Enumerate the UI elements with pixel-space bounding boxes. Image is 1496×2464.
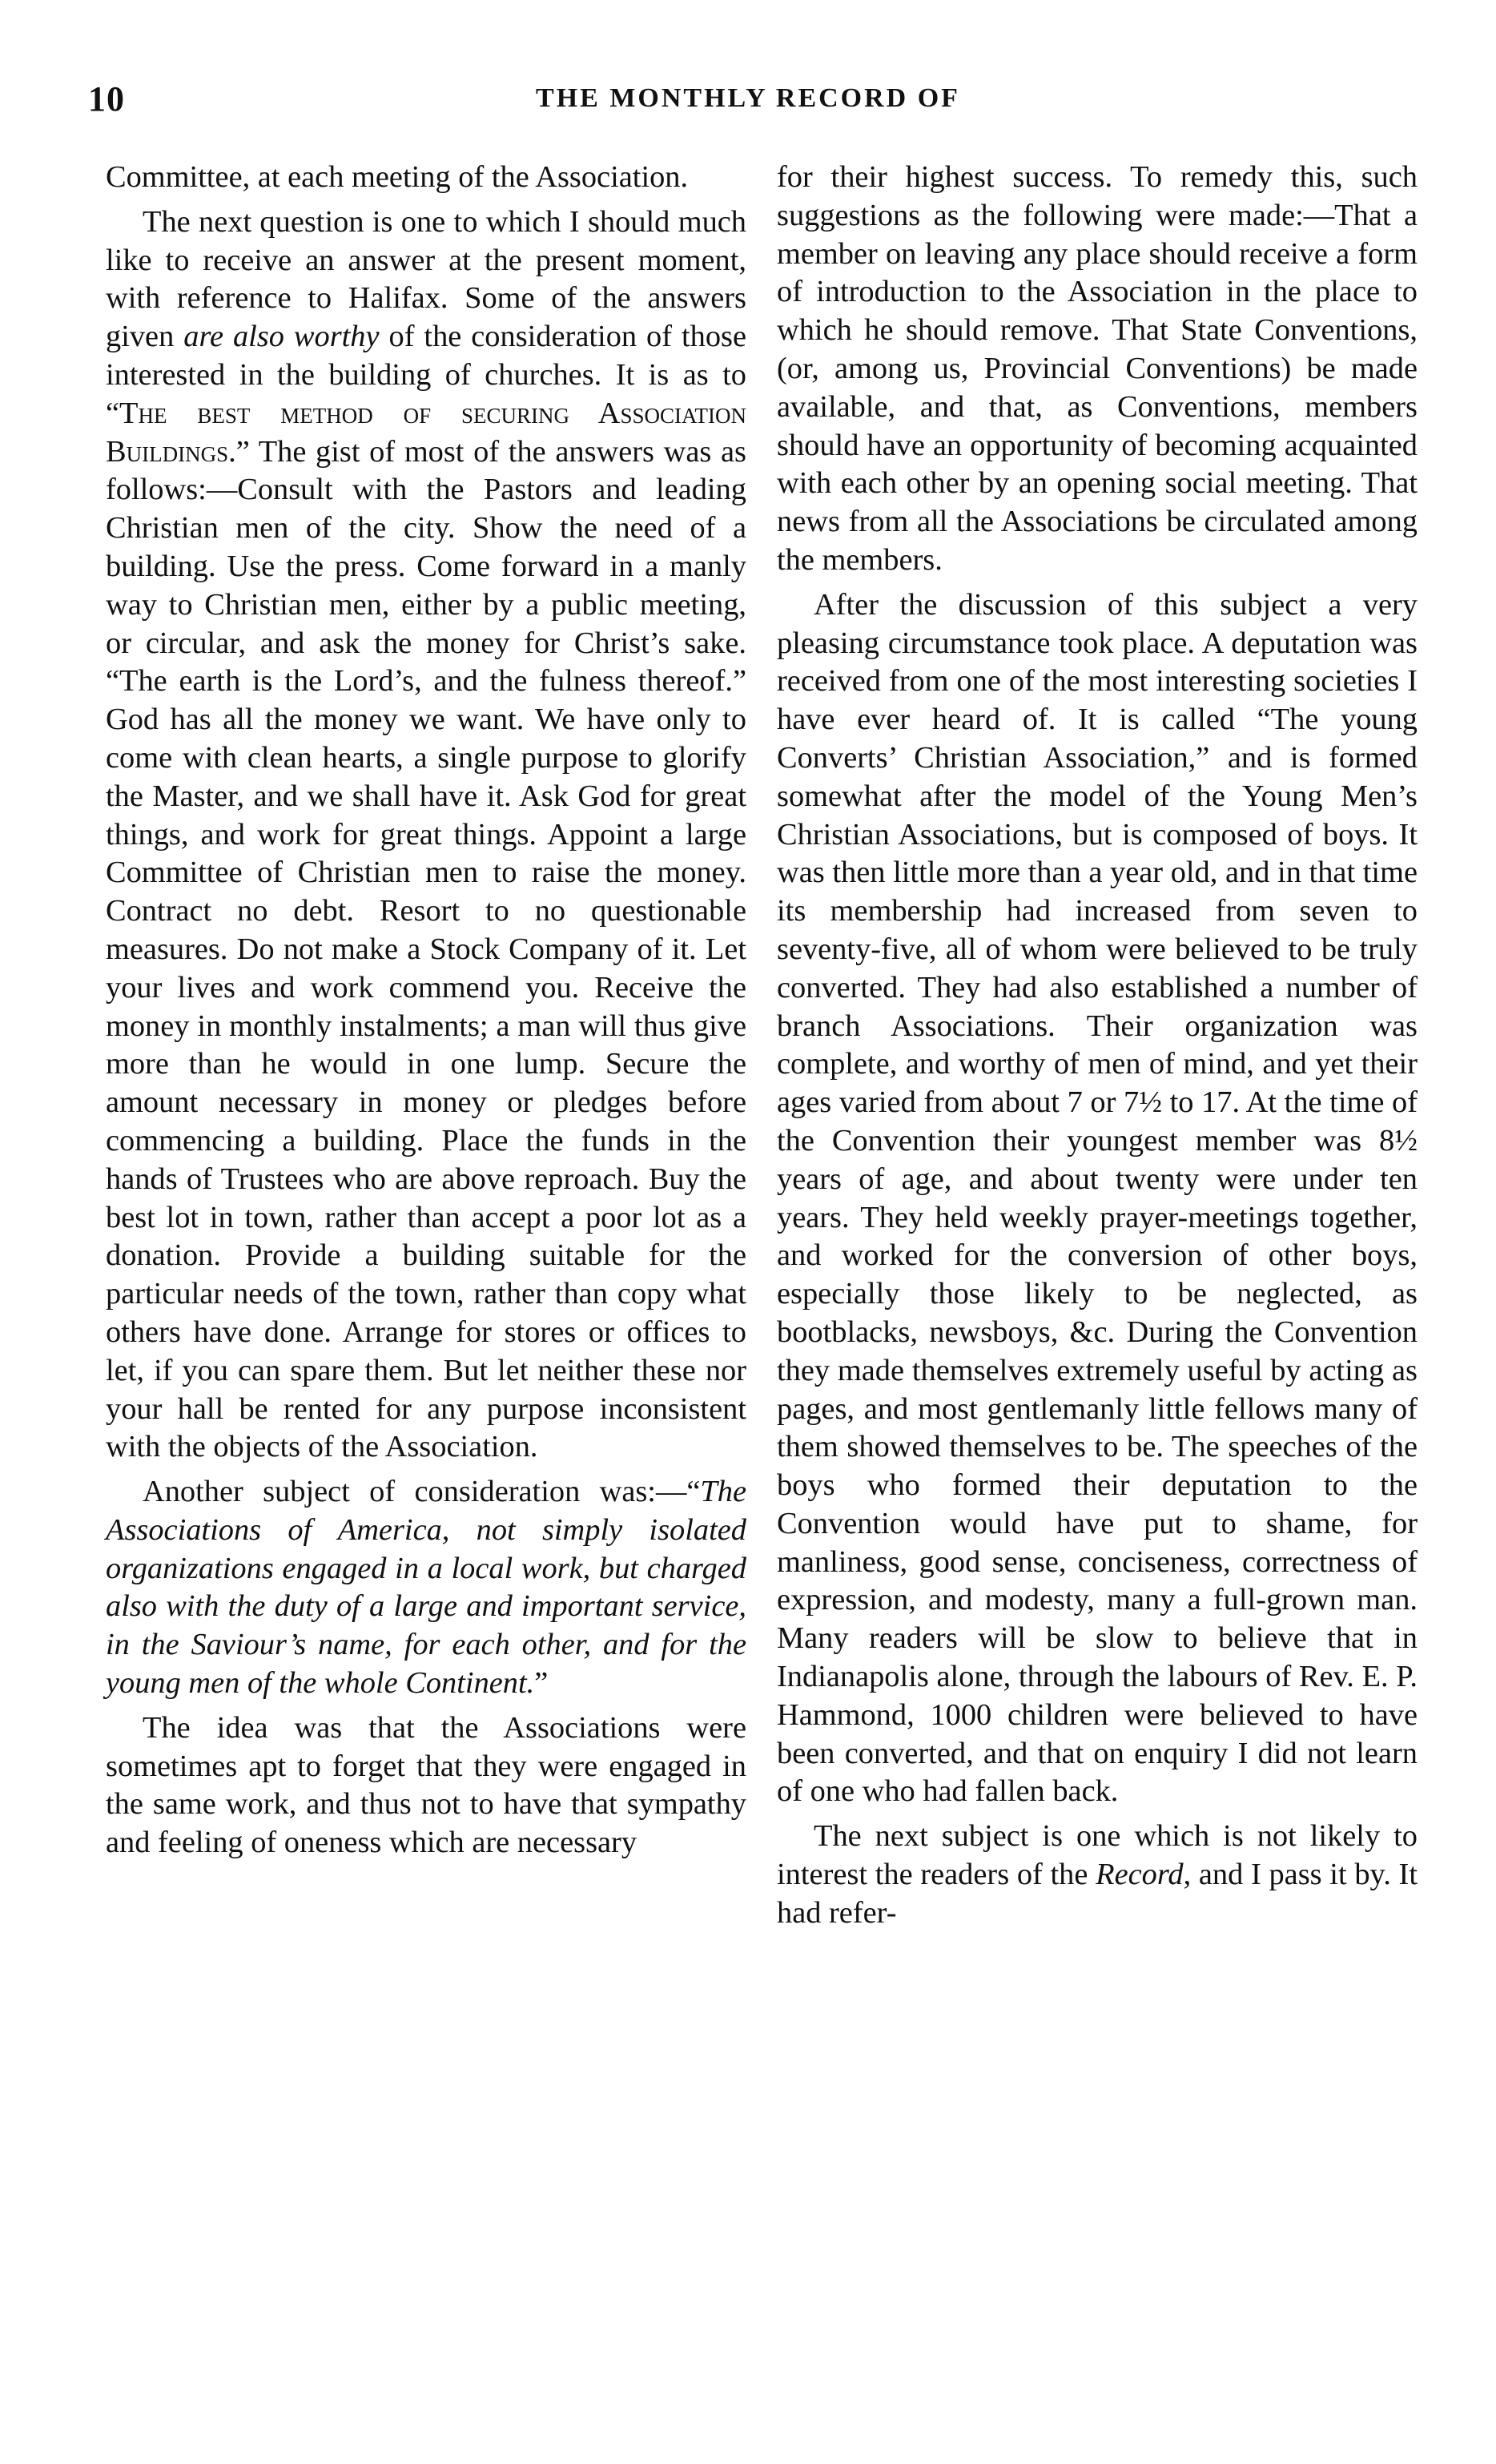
left-paragraph-2 xyxy=(106,203,746,1467)
right-paragraph-2: After the discussion of this subject a very pleasing circumstance took place. A deputation was received from one of the most interesting societies I have ever heard of. It is called “The young Converts’ Christian Association,” and is formed somewhat after the model of the Young Men’s Christian Associations, but is composed of boys. It was then little more than a year old, and in that time its membership had increased from seven to seventy-five, all of whom were believed to be truly converted. They had also established a number of branch Associations. Their organization was complete, and worthy of men of mind, and yet their ages varied from about 7 or 7½ to 17. At the time of the Convention their youngest member was 8½ years of age, and about twenty were under ten years. They held weekly prayer-meetings together, and worked for the conversion of other boys, especially those likely to be neglected, as bootblacks, newsboys, &c. During the Convention they made themselves extremely useful by acting as pages, and most gentlemanly little fellows many of them showed themselves to be. The speeches of the boys who formed their deputation to the Convention would have put to shame, for manliness, good sense, conciseness, correctness of expression, and modesty, many a full-grown man. Many readers will be slow to believe that in Indianapolis alone, through the labours of Rev. E. P. Hammond, 1000 children were believed to have been converted, and that on enquiry I did not learn of one who had fallen back. xyxy=(777,587,1418,1809)
left-paragraph-3-italic-quote: The Associations of America, not simply isolated organizations engaged in a local work, but charged also with the duty of a large and important service, in the Saviour’s name, for each other, and for the young men of the whole Continent. xyxy=(106,1475,746,1701)
right-paragraph-3 xyxy=(777,1818,1418,1932)
right-paragraph-3-italic: Record xyxy=(1096,1858,1184,1892)
left-paragraph-4: The idea was that the Associations were sometimes apt to forget that they were engaged in the same work, and thus not to have that sympathy and feeling of oneness which are necessary xyxy=(106,1710,746,1860)
running-title: THE MONTHLY RECORD OF xyxy=(536,83,960,113)
left-paragraph-2-text-b: of the consideration of those interested in the building of churches. It is as to “ xyxy=(106,320,746,430)
left-paragraph-2-small-caps: The best method of securing Association Buildings. xyxy=(106,396,746,469)
left-paragraph-3-text-a: Another subject of consideration was:—“ xyxy=(143,1475,701,1509)
right-paragraph-3-text-a: The next subject is one which is not likely to interest the readers of the xyxy=(777,1819,1418,1892)
left-column xyxy=(106,159,746,1869)
right-paragraph-1: for their highest success. To remedy this, such suggestions as the following were made:—That a member on leaving any place should receive a form of introduction to the Association in the place to which he should remove. That State Conventions, (or, among us, Provincial Conventions) be made available, and that, as Conventions, members should have an opportunity of becoming acquainted with each other by an opening social meeting. That news from all the Associations be circulated among the members. xyxy=(777,160,1418,577)
left-paragraph-1: Committee, at each meeting of the Association. xyxy=(106,160,689,194)
page-header xyxy=(88,79,1408,127)
left-paragraph-2-italic: are also worthy xyxy=(183,320,380,354)
right-paragraph-3-text-b: , and I pass it by. It had refer- xyxy=(777,1858,1418,1930)
left-paragraph-3-text-b: ” xyxy=(534,1666,549,1701)
right-column xyxy=(777,159,1418,1939)
left-paragraph-2-text-a: The next question is one to which I should much like to receive an answer at the present moment, with reference to Halifax. Some of the answers given xyxy=(106,204,746,354)
left-paragraph-3 xyxy=(106,1473,746,1703)
page-number: 10 xyxy=(88,79,125,119)
left-paragraph-2-text-c: ” The gist of most of the answers was as follows:—Consult with the Pastors and leading Christian men of the city. Show the need of a building. Use the press. Come forward in a manly way to Christian men, either by a public meeting, or circular, and ask the money for Christ’s sake. “The earth is the Lord’s, and the fulness thereof.” God has all the money we want. We have only to come with clean hearts, a single purpose to glorify the Master, and we shall have it. Ask God for great things, and work for great things. Appoint a large Committee of Christian men to raise the money. Contract no debt. Resort to no questionable measures. Do not make a Stock Company of it. Let your lives and work commend you. Receive the money in monthly instalments; a man will thus give more than he would in one lump. Secure the amount necessary in money or pledges before commencing a building. Place the funds in the hands of Trustees who are above reproach. Buy the best lot in town, rather than accept a poor lot as a donation. Provide a building suitable for the particular needs of the town, rather than copy what others have done. Arrange for stores or offices to let, if you can spare them. But let neither these nor your hall be rented for any purpose inconsistent with the objects of the Association. xyxy=(106,434,746,1464)
